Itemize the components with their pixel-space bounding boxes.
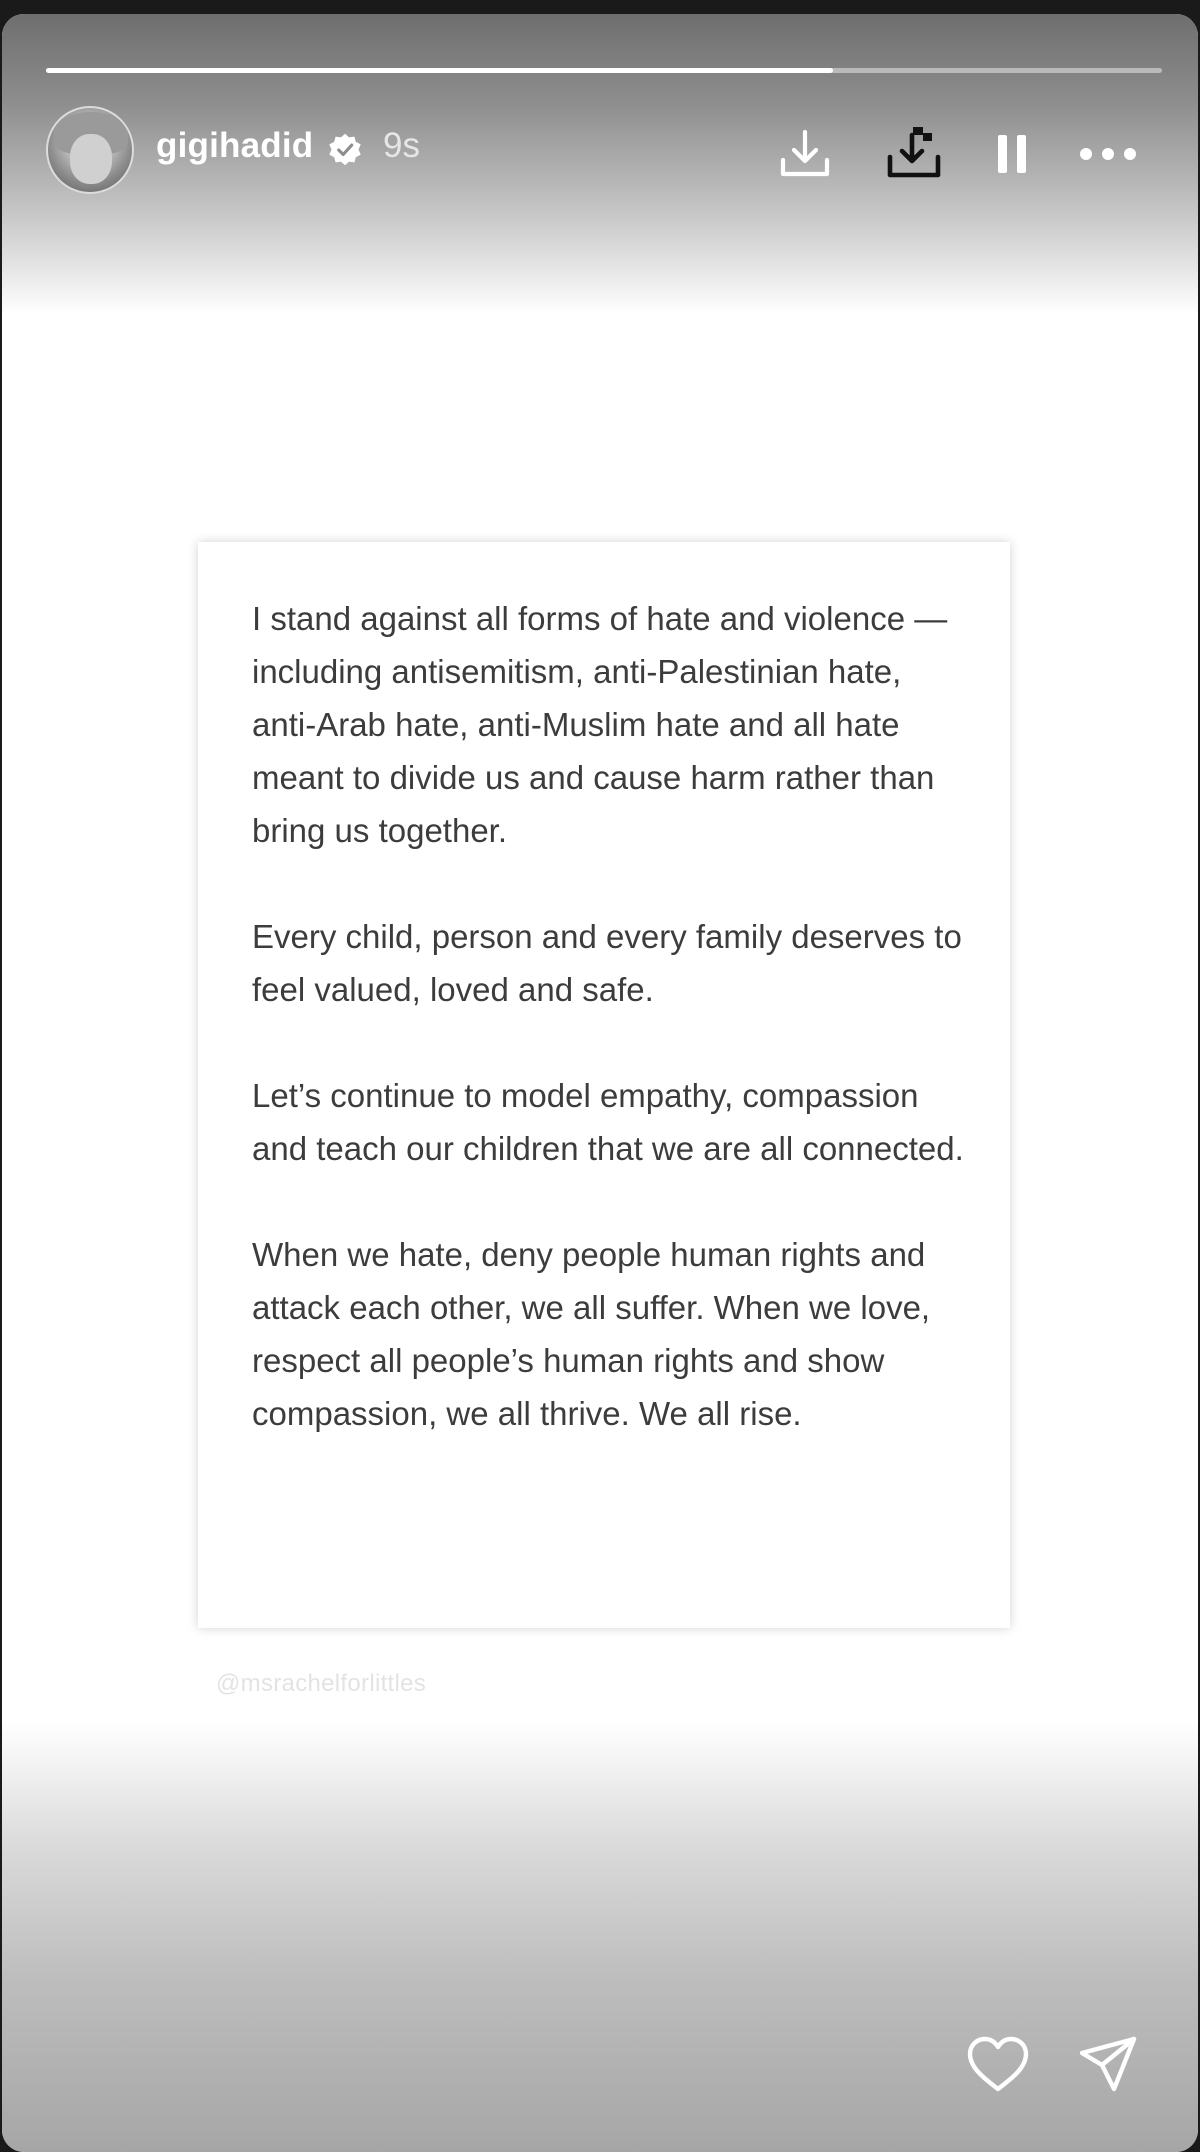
story-viewer[interactable] xyxy=(2,14,1198,2152)
story-progress-fill xyxy=(46,68,833,73)
pause-icon[interactable] xyxy=(982,124,1042,184)
send-icon[interactable] xyxy=(1070,2027,1146,2103)
story-header xyxy=(2,106,1198,196)
download-tray-icon[interactable] xyxy=(884,124,944,184)
avatar[interactable] xyxy=(46,106,134,194)
heart-icon[interactable] xyxy=(960,2027,1036,2103)
post-text xyxy=(252,592,972,1440)
watermark-handle: @msrachelforlittles xyxy=(216,1670,427,1697)
download-icon[interactable] xyxy=(775,124,835,184)
post-paragraph: I stand against all forms of hate and violence — including antisemitism, anti-Palestinian hate, anti-Arab hate, anti-Muslim hate and all hate meant to divide us and cause harm rather than bring us together. xyxy=(252,600,948,849)
more-options-icon[interactable] xyxy=(1078,124,1138,184)
post-paragraph: Every child, person and every family deserves to feel valued, loved and safe. xyxy=(252,918,962,1008)
post-paragraph: Let’s continue to model empathy, compassion and teach our children that we are all connected. xyxy=(252,1077,964,1167)
post-card xyxy=(198,542,1010,1628)
username[interactable]: gigihadid xyxy=(156,126,314,165)
story-progress-bar xyxy=(46,68,1162,73)
story-timestamp: 9s xyxy=(383,126,420,165)
post-paragraph: When we hate, deny people human rights and attack each other, we all suffer. When we love, respect all people’s human rights and show compassion, we all thrive. We all rise. xyxy=(252,1236,931,1432)
verified-badge-icon xyxy=(327,132,363,168)
